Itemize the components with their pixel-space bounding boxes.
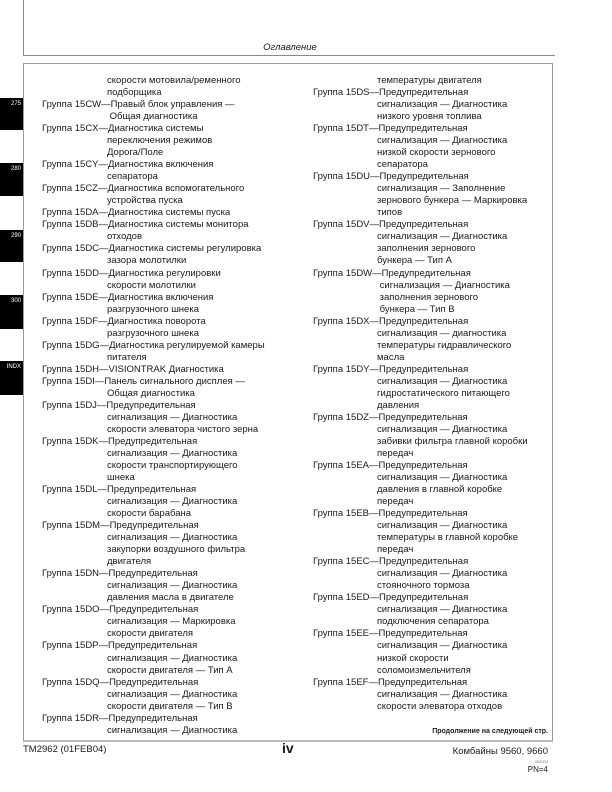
section-tab-index[interactable]: INDX: [0, 361, 23, 395]
toc-entry-link[interactable]: Группа 15DD—Диагностика регулировки: [42, 267, 221, 279]
toc-entry-continuation: сигнализация — Диагностика: [377, 472, 508, 484]
toc-entry-continuation: двигателя: [107, 556, 152, 568]
toc-entry-continuation: сигнализация — Заполнение: [377, 183, 506, 195]
toc-entry-link[interactable]: Группа 15DV—Предупредительная: [313, 219, 469, 231]
toc-entry-continuation: Дорога/Поле: [107, 147, 164, 159]
toc-entry-continuation: скорости элеватора отходов: [377, 700, 503, 712]
page-number: iv: [282, 740, 294, 756]
toc-entry-continuation: отходов: [107, 231, 143, 243]
toc-entry-link[interactable]: Группа 15DE—Диагностика включения: [42, 291, 214, 303]
toc-entry-link[interactable]: Группа 15DB—Диагностика системы монитора: [42, 219, 249, 231]
toc-entry-continuation: сигнализация — Диагностика: [107, 688, 238, 700]
toc-entry-continuation: сигнализация — Диагностика: [377, 279, 510, 291]
toc-entry-link[interactable]: Группа 15DY—Предупредительная: [313, 363, 469, 375]
toc-entry-continuation: низкой скорости: [377, 652, 449, 664]
toc-entry-continuation: сигнализация — Маркировка: [107, 616, 236, 628]
section-tab-300[interactable]: 300: [0, 295, 23, 329]
toc-entry-link[interactable]: Группа 15DL—Предупредительная: [42, 484, 197, 496]
toc-entry-continuation: сигнализация — Диагностика: [107, 724, 238, 736]
toc-entry-continuation: заполнения зернового: [377, 243, 476, 255]
toc-entry-link[interactable]: Группа 15DP—Предупредительная: [42, 640, 198, 652]
toc-entry-continuation: скорости двигателя — Тип В: [107, 700, 233, 712]
revision-code: 062204: [534, 759, 548, 764]
toc-entry-link[interactable]: Группа 15EF—Предупредительная: [313, 676, 468, 688]
toc-entry-continuation: сигнализация — Диагностика: [377, 231, 508, 243]
toc-entry-continuation: гидростатического питающего: [377, 387, 510, 399]
toc-entry-link[interactable]: Группа 15CW—Правый блок управления —: [42, 99, 235, 111]
toc-entry-continuation: температуры в главной коробке: [377, 532, 519, 544]
toc-entry-continuation: Общая диагностика: [107, 111, 198, 123]
toc-entry-continuation: сигнализация — Диагностика: [377, 99, 508, 111]
toc-entry-link[interactable]: Группа 15DO—Предупредительная: [42, 604, 199, 616]
toc-entry-continuation: Общая диагностика: [107, 387, 195, 399]
toc-entry-continuation: сепаратора: [377, 159, 428, 171]
section-tab-280[interactable]: 280: [0, 163, 23, 196]
toc-entry-link[interactable]: Группа 15DZ—Предупредительная: [313, 411, 468, 423]
toc-entry-continuation: сигнализация — Диагностика: [107, 496, 238, 508]
toc-entry-continuation: сигнализация — Диагностика: [377, 375, 508, 387]
toc-entry-continuation: передач: [377, 496, 414, 508]
toc-entry-continuation: сигнализация — Диагностика: [107, 652, 238, 664]
toc-entry-continuation: сигнализация — Диагностика: [377, 135, 508, 147]
toc-entry-continuation: сигнализация — Диагностика: [377, 520, 508, 532]
toc-entry-link[interactable]: Группа 15DT—Предупредительная: [313, 123, 468, 135]
toc-entry-continuation: разгрузочного шнека: [107, 327, 199, 339]
toc-entry-link[interactable]: Группа 15DW—Предупредительная: [313, 267, 471, 279]
toc-entry-continuation: сигнализация — диагностика: [377, 327, 507, 339]
toc-entry-continuation: сигнализация — Диагностика: [107, 447, 238, 459]
toc-entry-continuation: сигнализация — Диагностика: [377, 688, 508, 700]
toc-entry-continuation: переключения режимов: [107, 135, 213, 147]
toc-entry-continuation: бункера — Тип А: [377, 255, 452, 267]
toc-entry-link[interactable]: Группа 15DR—Предупредительная: [42, 712, 198, 724]
toc-entry-continuation: закупорки воздушного фильтра: [107, 544, 246, 556]
toc-entry-link[interactable]: Группа 15EA—Предупредительная: [313, 460, 468, 471]
toc-entry-continuation: скорости молотилки: [107, 279, 196, 291]
toc-entry-link[interactable]: Группа 15DC—Диагностика системы регулировка: [42, 243, 262, 255]
toc-entry-continuation: сигнализация — Диагностика: [107, 580, 238, 592]
header-divider: [23, 55, 555, 56]
toc-entry-link[interactable]: Группа 15CY—Диагностика включения: [42, 159, 214, 171]
toc-entry-continuation: температуры гидравлического: [377, 339, 512, 351]
product-name: Комбайны 9560, 9660: [452, 746, 548, 757]
toc-entry-link[interactable]: Группа 15CX—Диагностика системы: [42, 123, 204, 135]
toc-entry-link[interactable]: Группа 15DX—Предупредительная: [313, 315, 469, 327]
toc-entry-link[interactable]: Группа 15EE—Предупредительная: [313, 628, 468, 640]
toc-entry-continuation: давления масла в двигателе: [107, 592, 234, 604]
toc-entry-link[interactable]: Группа 15ED—Предупредительная: [313, 592, 469, 604]
toc-entry-link[interactable]: Группа 15EB—Предупредительная: [313, 508, 468, 520]
toc-entry-link[interactable]: Группа 15CZ—Диагностика вспомогательного: [42, 183, 245, 195]
toc-entry-link[interactable]: Группа 15DJ—Предупредительная: [42, 399, 196, 411]
toc-entry-link[interactable]: Группа 15DH—VISIONTRAK Диагностика: [42, 363, 224, 375]
pn-number: PN=4: [527, 765, 548, 774]
toc-entry-link[interactable]: Группа 15DK—Предупредительная: [42, 435, 198, 447]
toc-entry-continuation: зернового бункера — Маркировка: [377, 195, 528, 207]
toc-entry-continuation: сигнализация — Диагностика: [107, 411, 238, 423]
toc-entry-continuation: подборщика: [107, 87, 162, 99]
toc-entry-continuation: разгрузочного шнека: [107, 303, 199, 315]
toc-entry-continuation: скорости двигателя: [107, 628, 194, 640]
toc-entry-link[interactable]: Группа 15DA—Диагностика системы пуска: [42, 207, 231, 219]
toc-entry-continuation: шнека: [107, 472, 135, 484]
toc-entry-continuation: скорости мотовила/ременного: [107, 75, 241, 86]
toc-entry-continuation: зазора молотилки: [107, 255, 187, 267]
toc-entry-continuation: питателя: [107, 351, 147, 363]
toc-left-column: [42, 75, 265, 737]
toc-entry-continuation: сигнализация — Диагностика: [107, 532, 238, 544]
toc-entry-link[interactable]: Группа 15DI—Панель сигнального дисплея —: [42, 375, 245, 387]
toc-entry-continuation: забивки фильтра главной коробки: [377, 435, 528, 447]
toc-entry-continuation: температуры двигателя: [377, 75, 482, 86]
toc-entry-continuation: стояночного тормоза: [377, 580, 470, 592]
toc-entry-link[interactable]: Группа 15DU—Предупредительная: [313, 171, 469, 183]
toc-entry-link[interactable]: Группа 15DN—Предупредительная: [42, 568, 198, 580]
toc-entry-continuation: давления в главной коробке: [377, 484, 503, 496]
toc-entry-continuation: заполнения зернового: [377, 291, 479, 303]
toc-entry-continuation: сепаратора: [107, 171, 158, 183]
toc-entry-continuation: скорости двигателя — Тип А: [107, 664, 233, 676]
toc-entry-continuation: низкого уровня топлива: [377, 111, 482, 123]
toc-entry-continuation: скорости транспортирующего: [107, 460, 238, 471]
page-header-title: Оглавление: [263, 42, 317, 53]
section-tab-290[interactable]: 290: [0, 230, 23, 262]
toc-right-column: [313, 75, 528, 713]
toc-entry-continuation: устройства пуска: [107, 195, 183, 207]
toc-entry-continuation: давления: [377, 399, 420, 411]
toc-entry-continuation: сигнализация — Диагностика: [377, 568, 508, 580]
toc-entry-continuation: соломоизмельчителя: [377, 664, 471, 676]
toc-entry-continuation: бункера — Тип В: [377, 303, 455, 315]
toc-entry-continuation: подключения сепаратора: [377, 616, 489, 628]
toc-entry-link[interactable]: Группа 15DQ—Предупредительная: [42, 676, 199, 688]
toc-entry-continuation: сигнализация — Диагностика: [377, 423, 508, 435]
toc-entry-link[interactable]: Группа 15DS—Предупредительная: [313, 87, 469, 99]
section-tab-275[interactable]: 275: [0, 98, 23, 130]
toc-entry-continuation: сигнализация — Диагностика: [377, 640, 508, 652]
toc-entry-continuation: скорости элеватора чистого зерна: [107, 423, 259, 435]
toc-entry-continuation: сигнализация — Диагностика: [377, 604, 508, 616]
toc-entry-continuation: передач: [377, 447, 414, 459]
doc-id: TM2962 (01FEB04): [23, 744, 107, 755]
toc-entry-link[interactable]: Группа 15DM—Предупредительная: [42, 520, 199, 532]
toc-entry-continuation: типов: [377, 207, 403, 219]
toc-entry-link[interactable]: Группа 15DG—Диагностика регулируемой камеры: [42, 339, 265, 351]
toc-entry-continuation: передач: [377, 544, 414, 556]
toc-entry-continuation: низкой скорости зернового: [377, 147, 496, 159]
toc-entry-link[interactable]: Группа 15EC—Предупредительная: [313, 556, 469, 568]
toc-entry-link[interactable]: Группа 15DF—Диагностика поворота: [42, 315, 206, 327]
continued-note: Продолжение на следующей стр.: [432, 728, 548, 735]
toc-entry-continuation: масла: [377, 351, 405, 363]
toc-entry-continuation: скорости барабана: [107, 508, 192, 520]
